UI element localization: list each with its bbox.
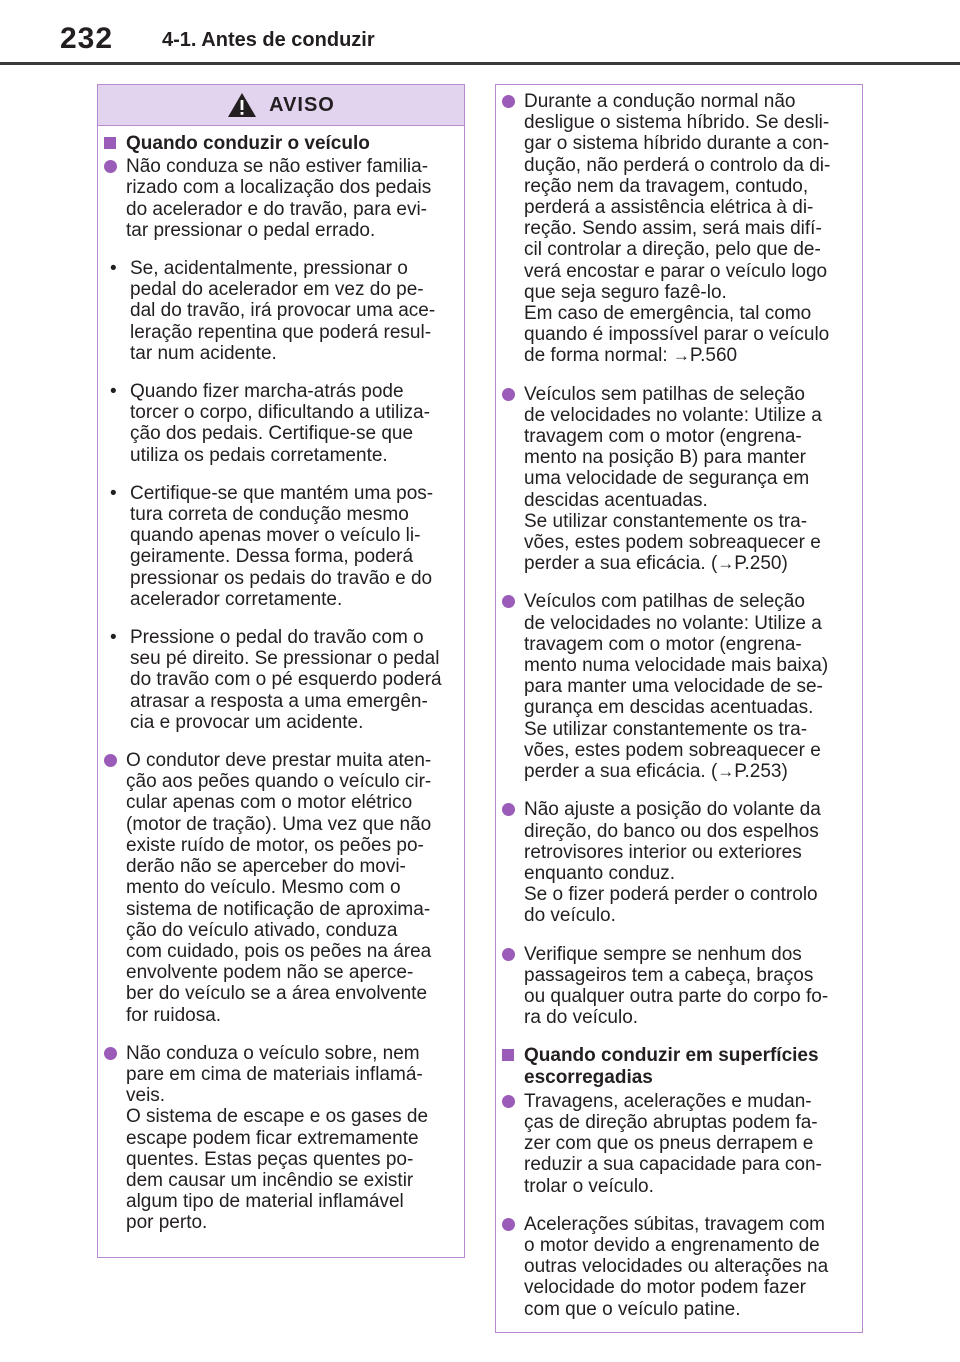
page-ref-link[interactable]: P.560 (689, 345, 738, 367)
list-item (104, 483, 456, 610)
page-ref-link[interactable]: P.250) (734, 553, 788, 575)
circle-bullet-icon (502, 948, 515, 961)
circle-bullet-icon (502, 1218, 515, 1231)
aviso-label: AVISO (269, 93, 335, 116)
arrow-icon: → (717, 554, 735, 574)
dash-bullet-icon: • (110, 627, 117, 649)
item-text: Não conduza se não estiver familia- rizado com a localização dos pedais do acelerador e do travão, para evi- tar pressionar o pedal errado. (126, 156, 432, 241)
warning-box-right (495, 84, 863, 1333)
list-item (502, 1214, 856, 1320)
item-text: Veículos com patilhas de seleção de velocidades no volante: Utilize a travagem com o motor (engrena- mento numa velocidade mais baixa) para manter uma velocidade de se- gurança em descidas acentuadas. Se utilizar constantemente os tra- vões, estes podem sobreaquecer e perder a sua eficácia. (→P.253) (524, 591, 829, 783)
section-title: 4-1. Antes de conduzir (162, 29, 375, 51)
list-item (104, 258, 456, 364)
item-text: Quando fizer marcha-atrás pode torcer o corpo, dificultando a utiliza- ção dos pedais. Certifique-se que utiliza os pedais corretamente. (130, 381, 430, 466)
circle-bullet-icon (502, 388, 515, 401)
circle-bullet-icon (502, 95, 515, 108)
list-item (104, 156, 456, 241)
circle-bullet-icon (502, 1095, 515, 1108)
list-item (104, 381, 456, 466)
list-item (502, 944, 856, 1029)
item-text: Não conduza o veículo sobre, nem pare em cima de materiais inflamá- veis. O sistema de escape e os gases de escape podem ficar extremamente quentes. Estas peças quentes po- dem causar um incêndio se existir algum tipo de material inflamável por perto. (126, 1042, 429, 1234)
right-box-content (496, 85, 862, 1320)
circle-bullet-icon (502, 595, 515, 608)
item-text: Não ajuste a posição do volante da direção, do banco ou dos espelhos retrovisores interior ou exteriores enquanto conduz. Se o fizer poderá perder o controlo do veículo. (524, 799, 821, 927)
page-number: 232 (60, 22, 114, 55)
dash-bullet-icon: • (110, 381, 117, 403)
item-text: Se, acidentalmente, pressionar o pedal do acelerador em vez do pe- dal do travão, irá provocar uma ace- leração repentina que poderá resul- tar num acidente. (130, 258, 436, 364)
list-item (502, 1091, 856, 1197)
square-bullet-icon (104, 137, 116, 149)
circle-bullet-icon (104, 1047, 117, 1060)
list-item (104, 750, 456, 1026)
list-item (502, 384, 856, 575)
item-text: Certifique-se que mantém uma pos- tura correta de condução mesmo quando apenas mover o veículo li- geiramente. Dessa forma, poderá pressionar os pedais do travão e do acelerador corretamente. (130, 482, 434, 610)
square-bullet-icon (502, 1049, 514, 1061)
subsection-heading (502, 1045, 856, 1087)
warning-triangle-icon (227, 92, 257, 118)
subsection-heading (104, 133, 456, 154)
dash-bullet-icon: • (110, 258, 117, 280)
circle-bullet-icon (502, 803, 515, 816)
arrow-icon: → (717, 762, 735, 782)
list-item (104, 1043, 456, 1234)
heading-text: Quando conduzir o veículo (126, 133, 370, 154)
list-item (502, 91, 856, 367)
list-item (104, 627, 456, 733)
item-text: Verifique sempre se nenhum dos passageiros tem a cabeça, braços ou qualquer outra parte do corpo fo- ra do veículo. (524, 943, 829, 1029)
dash-bullet-icon: • (110, 482, 117, 504)
aviso-bar (98, 85, 464, 126)
header-rule (0, 62, 960, 65)
arrow-icon: → (672, 346, 690, 366)
heading-text: Quando conduzir em superfícies escorregadias (524, 1045, 819, 1088)
left-items-list (104, 156, 456, 1233)
item-text: Pressione o pedal do travão com o seu pé direito. Se pressionar o pedal do travão com o pé esquerdo poderá atrasar a resposta a uma emergên- cia e provocar um acidente. (130, 627, 442, 733)
item-text: Veículos sem patilhas de seleção de velocidades no volante: Utilize a travagem com o motor (engrena- mento na posição B) para manter uma velocidade de segurança em descidas acentuadas. Se utilizar constantemente os tra- vões, estes podem sobreaquecer e perder a sua eficácia. (→P.250) (524, 383, 822, 575)
item-text: O condutor deve prestar muita aten- ção aos peões quando o veículo cir- cular apenas com o motor elétrico (motor de tração). Uma vez que não existe ruído de motor, os peões po- derão não se aperceber do movi- mento do veículo. Mesmo com o sistema de notificação de aproxima- ção do veículo ativado, conduza com cuidado, pois os peões na área envolvente podem não se aperce- ber do veículo se a área envolvente for ruidosa. (126, 750, 432, 1026)
item-text: Travagens, acelerações e mudan- ças de direção abruptas podem fa- zer com que os pneus derrapem e reduzir a sua capacidade para con- trolar o veículo. (524, 1090, 822, 1197)
circle-bullet-icon (104, 160, 117, 173)
item-text: Acelerações súbitas, travagem com o motor devido a engrenamento de outras velocidades ou alterações na velocidade do motor podem fazer com que o veículo patine. (524, 1213, 829, 1320)
list-item (502, 799, 856, 926)
circle-bullet-icon (104, 754, 117, 767)
item-text: Durante a condução normal não desligue o sistema híbrido. Se desli- gar o sistema híbrido durante a con- dução, não perderá o controlo da di- reção nem da travagem, contudo, perderá a assistência elétrica à di- reção. Sendo assim, será mais difí- cil controlar a direção, pelo que de- verá encostar e parar o veículo logo que seja seguro fazê-lo. Em caso de emergência, tal como quando é impossível parar o veículo de forma normal: →P.560 (524, 91, 831, 367)
page-ref-link[interactable]: P.253) (734, 761, 788, 783)
list-item (502, 591, 856, 782)
warning-box-left (97, 84, 465, 1258)
left-box-content (98, 126, 464, 1234)
